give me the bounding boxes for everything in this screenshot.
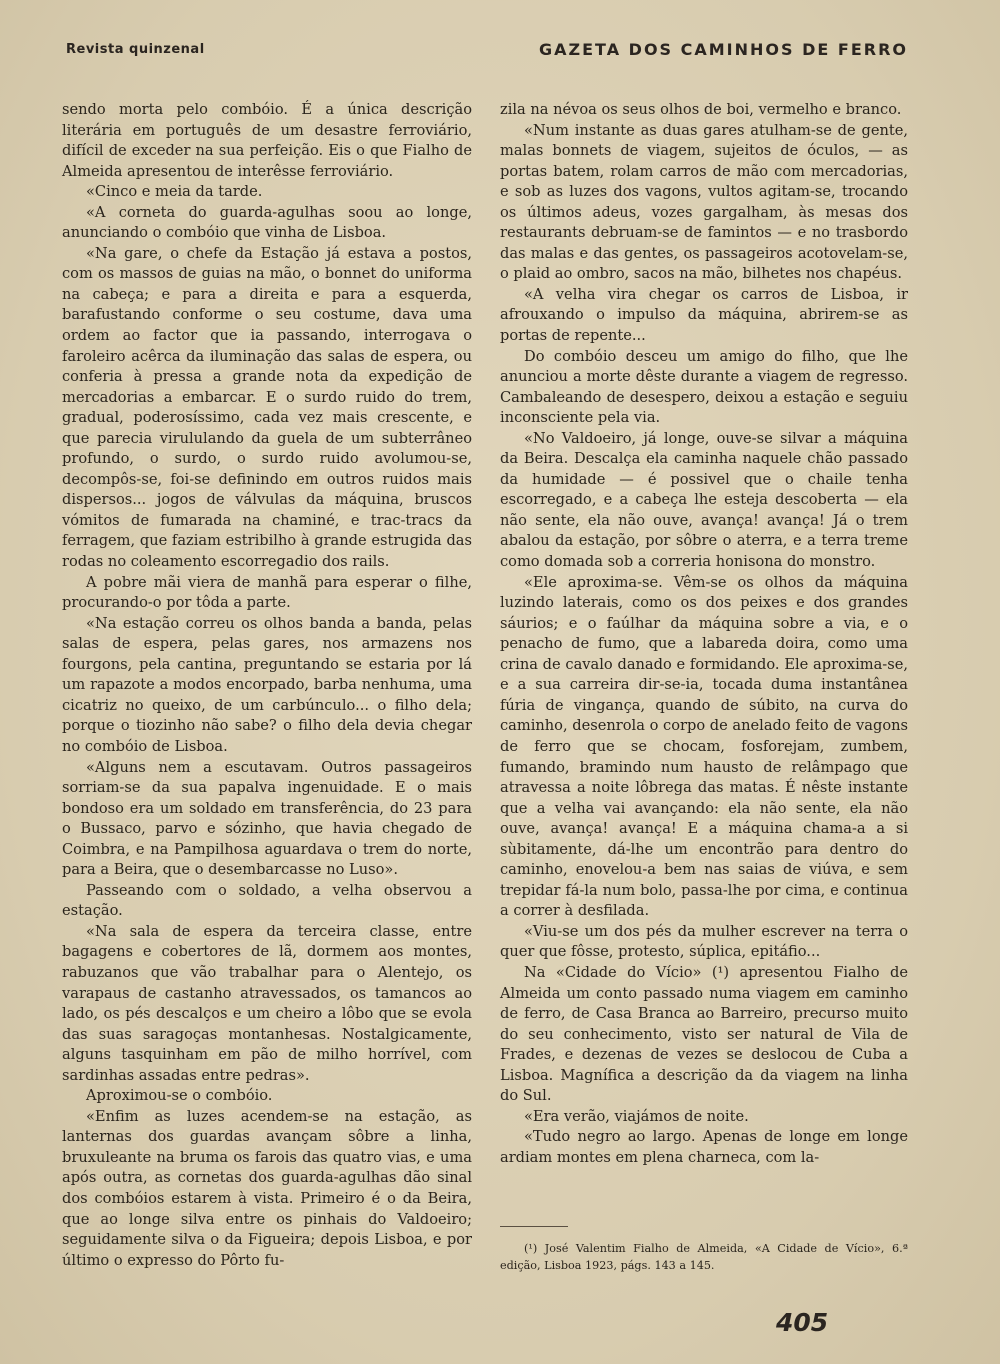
- paragraph: Do combóio desceu um amigo do filho, que lhe anunciou a morte dêste durante a viagem de regresso. Cambaleando de desespero, deixou a estação e seguiu inconsciente pela via.: [500, 347, 908, 427]
- paragraph: «No Valdoeiro, já longe, ouve-se silvar a máquina da Beira. Descalça ela caminha naquele chão passado da humidade — é possivel que o chaile tenha escorregado, e a cabeça lhe esteja descoberta — ela não sente, ela não ouve, avança! avança! Já o trem abalou da estação, por sôbre o aterra, e a terra treme como domada sob a correria honisona do monstro.: [500, 429, 908, 571]
- page-number: 405: [776, 1308, 829, 1337]
- paragraph: zila na névoa os seus olhos de boi, vermelho e branco.: [500, 101, 902, 118]
- paragraph: A pobre mãi viera de manhã para esperar o filhe, procurando-o por tôda a parte.: [62, 573, 472, 612]
- paragraph: «A velha vira chegar os carros de Lisboa, ir afrouxando o impulso da máquina, abrirem-se as portas de repente...: [500, 285, 908, 345]
- paragraph: «Alguns nem a escutavam. Outros passageiros sorriam-se da sua papalva ingenuidade. E o mais bondoso era um soldado em transferência, do 23 para o Bussaco, parvo e sózinho, que havia chegado de Coimbra, e na Pampilhosa aguardava o trem do norte, para a Beira, que o desembarcasse no Luso».: [62, 758, 472, 879]
- paragraph: «Na estação correu os olhos banda a banda, pelas salas de espera, pelas gares, nos armazens nos fourgons, pela cantina, preguntando se estaria por lá um rapazote a modos encorpado, barba nenhuma, uma cicatriz no queixo, de um carbúnculo... o filho dela; porque o tiozinho não sabe? o filho dela devia chegar no combóio de Lisboa.: [62, 614, 472, 755]
- paragraph: «Num instante as duas gares atulham-se de gente, malas bonnets de viagem, sujeitos de óculos, — as portas batem, rolam carros de mão com mercadorias, e sob as luzes dos vagons, vultos agitam-se, trocando os últimos adeus, vozes gargalham, às mesas dos restaurants debruam-se de famintos — e no trasbordo das malas e das gentes, os passageiros acotovelam-se, o plaid ao ombro, sacos na mão, bilhetes nos chapéus.: [500, 121, 908, 283]
- paragraph: «Ele aproxima-se. Vêm-se os olhos da máquina luzindo laterais, como os dos peixes e dos grandes sáurios; e o faúlhar da máquina sobre a via, e o penacho de fumo, que a labareda doira, como uma crina de cavalo danado e formidando. Ele aproxima-se, e a sua carreira dir-se-ia, tocada duma instantânea fúria de vingança, quando de súbito, na curva do caminho, desenrola o corpo de anelado feito de vagons de ferro que se chocam, fosforejam, zumbem, fumando, bramindo num hausto de relâmpago que atravessa a noite lôbrega das matas. É nêste instante que a velha vai avançando: ela não sente, ela não ouve, avança! avança! E a máquina chama-a a si sùbitamente, dá-lhe um encontrão para dentro do caminho, enovelou-a bem nas saias de viúva, e sem trepidar fá-la num bolo, passa-lhe por cima, e continua a correr à desfilada.: [500, 573, 908, 920]
- running-header-right: GAZETA DOS CAMINHOS DE FERRO: [538, 40, 908, 59]
- paragraph: Passeando com o soldado, a velha observou a estação.: [62, 881, 472, 920]
- left-text-column: [62, 100, 472, 1271]
- footnote-divider: [500, 1226, 568, 1227]
- footnote: [500, 1240, 908, 1274]
- paragraph: «Na sala de espera da terceira classe, entre bagagens e cobertores de lã, dormem aos montes, rabuzanos que vão trabalhar para o Alentejo, os varapaus de castanho atravessados, os tamancos ao lado, os pés descalços e um cheiro a lôbo que se evola das suas saragoças montanhesas. Nostalgicamente, alguns tasquinham em pão de milho horrível, com sardinhas assadas entre pedras».: [62, 922, 472, 1084]
- paragraph: «Viu-se um dos pés da mulher escrever na terra o quer que fôsse, protesto, súplica, epitáfio...: [500, 922, 908, 961]
- footnote-text: (¹) José Valentim Fialho de Almeida, «A Cidade de Vício», 6.ª edição, Lisboa 1923, págs. 143 a 145.: [500, 1242, 908, 1272]
- right-text-column: [500, 100, 908, 1168]
- paragraph: sendo morta pelo combóio. É a única descrição literária em português de um desastre ferroviário, difícil de exceder na sua perfeição. Eis o que Fialho de Almeida apresentou de interêsse ferroviário.: [62, 101, 472, 180]
- paragraph: «Cinco e meia da tarde.: [86, 183, 263, 201]
- paragraph: «A corneta do guarda-agulhas soou ao longe, anunciando o combóio que vinha de Lisboa.: [62, 203, 472, 242]
- paragraph: «Enfim as luzes acendem-se na estação, as lanternas dos guardas avançam sôbre a linha, bruxuleante na bruma os farois das quatro vias, e uma após outra, as cornetas dos guarda-agulhas dão sinal dos combóios estarem à vista. Primeiro é o da Beira, que ao longe silva entre os pinhais do Valdoeiro; seguidamente silva o da Figueira; depois Lisboa, e por último o expresso do Pôrto fu-: [62, 1107, 472, 1269]
- paragraph: «Tudo negro ao largo. Apenas de longe em longe ardiam montes em plena charneca, com la-: [500, 1128, 908, 1166]
- paragraph: «Na gare, o chefe da Estação já estava a postos, com os massos de guias na mão, o bonnet do uniforma na cabeça; e para a direita e para a esquerda, barafustando conforme o seu costume, dava uma ordem ao factor que ia passando, interrogava o faroleiro acêrca da iluminação das salas de espera, ou conferia à pressa a grande nota da expedição de mercadorias a embarcar. E o surdo ruido do trem, gradual, poderosíssimo, cada vez mais crescente, e que parecia virululando da guela de um subterrâneo profundo, o surdo, o surdo ruido avolumou-se, decompôs-se, foi-se definindo em outros ruidos mais dispersos... jogos de válvulas da máquina, bruscos vómitos de fumarada na chaminé, e trac-tracs da ferragem, que faziam estribilho à grande estrugida das rodas no coleamento escorregadio dos rails.: [62, 244, 472, 571]
- paragraph: Aproximou-se o combóio.: [86, 1087, 273, 1105]
- paragraph: Na «Cidade do Vício» (¹) apresentou Fialho de Almeida um conto passado numa viagem em caminho de ferro, de Casa Branca ao Barreiro, precurso muito do seu conhecimento, visto ser natural de Vila de Frades, e dezenas de vezes se deslocou de Cuba a Lisboa. Magnífica a descrição da da viagem na linha do Sul.: [500, 963, 908, 1105]
- paragraph: «Era verão, viajámos de noite.: [524, 1107, 749, 1125]
- running-header-left: Revista quinzenal: [66, 42, 205, 57]
